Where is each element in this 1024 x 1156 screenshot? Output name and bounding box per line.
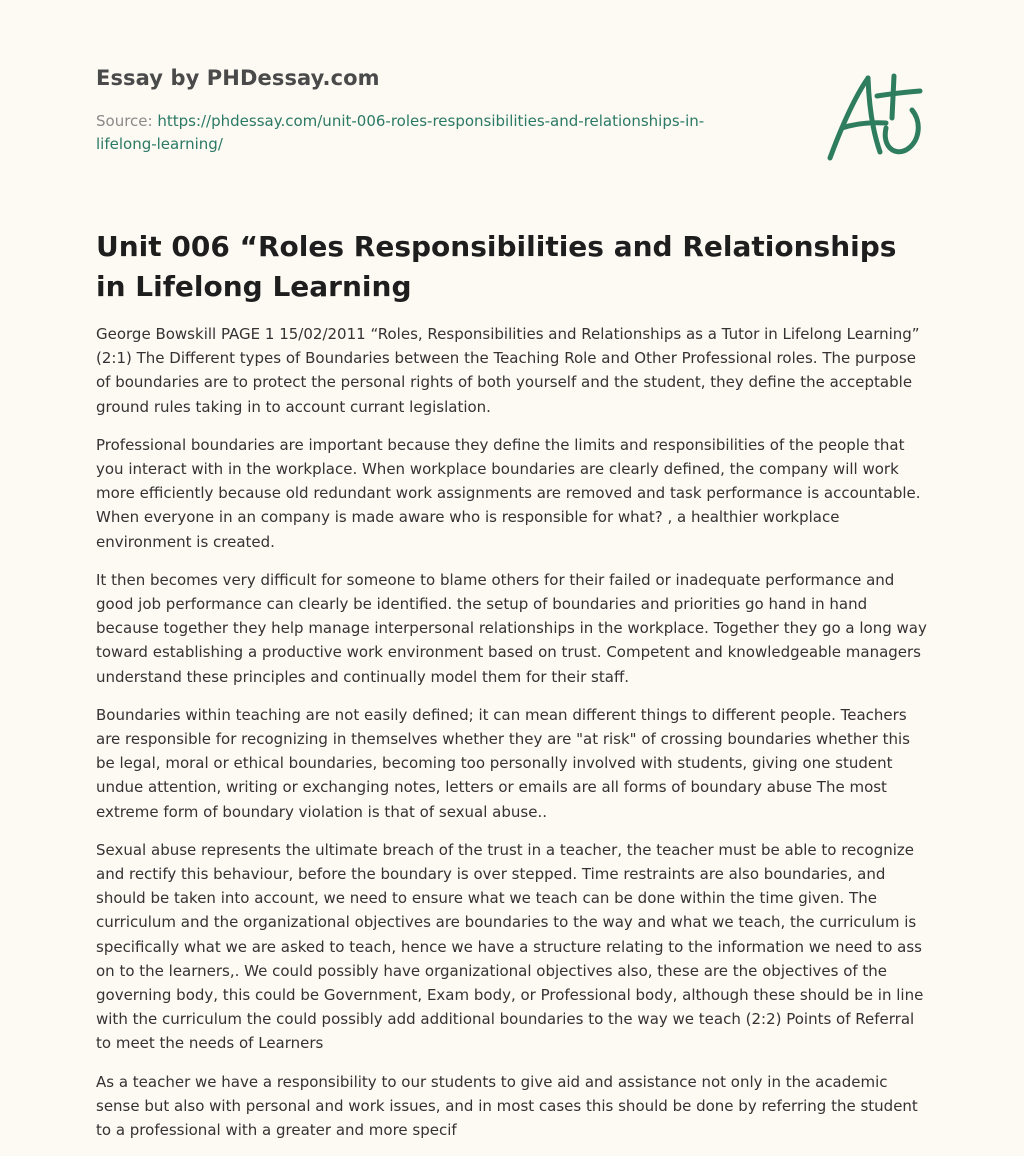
- essay-paragraph: Professional boundaries are important because they define the limits and responsibilities of the people that you interact with in the workplace. When workplace boundaries are clearly defined, the company will work more efficiently because old redundant work assignments are removed and task performance is accountable. When everyone in an company is made aware who is responsible for what? , a healthier workplace environment is created.: [96, 435, 921, 551]
- source-link[interactable]: https://phdessay.com/unit-006-roles-responsibilities-and-relationships-in-lifelong-learning/: [96, 112, 705, 153]
- essay-body: [96, 322, 930, 1156]
- essay-paragraph: George Bowskill PAGE 1 15/02/2011 “Roles, Responsibilities and Relationships as a Tutor in Lifelong Learning” (2:1) The Different types of Boundaries between the Teaching Role and Other Professional roles. The purpose of boundaries are to protect the personal rights of both yourself and the student, they define the acceptable ground rules taking in to account currant legislation.: [96, 325, 920, 416]
- a-plus-grade-icon: [820, 66, 930, 166]
- source-label: Source:: [96, 112, 158, 130]
- essay-title: Unit 006 “Roles Responsibilities and Relationships in Lifelong Learning: [96, 230, 897, 303]
- essay-paragraph: Boundaries within teaching are not easily defined; it can mean different things to different people. Teachers are responsible for recognizing in themselves whether they are "at risk" of crossing boundaries whether this be legal, moral or ethical boundaries, becoming too personally involved with students, giving one student undue attention, writing or exchanging notes, letters or emails are all forms of boundary abuse The most extreme form of boundary violation is that of sexual abuse..: [96, 705, 910, 821]
- source-line: [96, 110, 736, 156]
- essay-paragraph: Sexual abuse represents the ultimate breach of the trust in a teacher, the teacher must be able to recognize and rectify this behaviour, before the boundary is over stepped. Time restraints are also boundaries, and should be taken into account, we need to ensure what we teach can be done within the time given. The curriculum and the organizational objectives are boundaries to the way and what we teach, the curriculum is specifically what we are asked to teach, hence we have a structure relating to the information we need to ass on to the learners,. We could possibly have organizational objectives also, these are the objectives of the governing body, this could be Government, Exam body, or Professional body, although these should be in line with the curriculum the could possibly add additional boundaries to the way we teach (2:2) Points of Referral to meet the needs of Learners: [96, 840, 924, 1053]
- essay-paragraph: As a teacher we have a responsibility to our students to give aid and assistance not only in the academic sense but also with personal and work issues, and in most cases this should be done by referring the student to a professional with a greater and more specif: [96, 1072, 918, 1140]
- site-brand: Essay by PHDessay.com: [96, 66, 380, 90]
- essay-paragraph: It then becomes very difficult for someone to blame others for their failed or inadequate performance and good job performance can clearly be identified. the setup of boundaries and priorities go hand in hand because together they help manage interpersonal relationships in the workplace. Together they go a long way toward establishing a productive work environment based on trust. Competent and knowledgeable managers understand these principles and continually model them for their staff.: [96, 570, 927, 686]
